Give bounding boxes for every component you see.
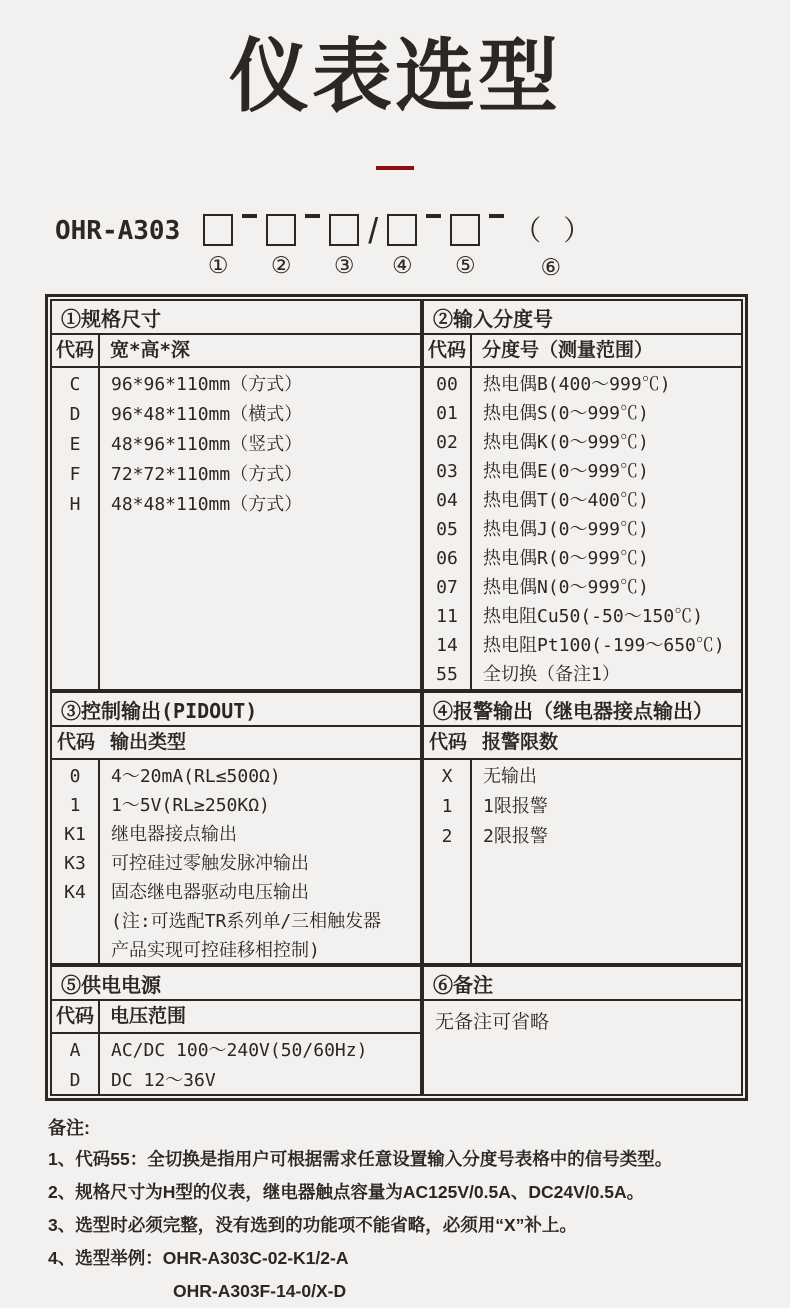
value-cell: 1限报警 <box>483 796 548 818</box>
code-cell: 0 <box>69 766 81 788</box>
value-cell: 热电偶S(0～999℃) <box>483 403 649 425</box>
model-position-label: ④ <box>391 252 413 279</box>
selection-table <box>45 294 748 1101</box>
code-cell: 07 <box>436 577 458 599</box>
section-header-control-output <box>52 727 420 760</box>
code-column <box>424 760 472 963</box>
value-column <box>100 1034 420 1094</box>
value-column <box>472 760 741 963</box>
column-header-code: 代码 <box>56 731 95 754</box>
section-remark <box>422 965 743 1096</box>
value-cell: 继电器接点输出 <box>111 824 237 846</box>
section-header-input-graduation <box>424 335 741 368</box>
section-control-output <box>50 691 422 965</box>
section-header-alarm-output <box>424 727 741 760</box>
value-cell: 产品实现可控硅移相控制) <box>111 940 320 962</box>
value-cell: 可控硅过零触发脉冲输出 <box>111 853 309 875</box>
model-prefix <box>55 214 194 280</box>
code-cell: 1 <box>441 796 453 818</box>
code-cell: 02 <box>436 432 458 454</box>
value-cell: 热电阻Pt100(-199～650℃) <box>483 635 725 657</box>
value-cell: 96*48*110mm（横式） <box>111 404 303 426</box>
code-column <box>52 1034 100 1094</box>
column-header-code: 代码 <box>428 731 467 754</box>
notes-list <box>48 1143 790 1308</box>
code-cell: F <box>69 464 81 486</box>
model-prefix-glyph: OHR-A303 <box>55 216 181 247</box>
note-line-2: 2、规格尺寸为H型的仪表，继电器触点容量为AC125V/0.5A、DC24V/0.5A。 <box>48 1182 645 1203</box>
section-title-power-supply: ⑤供电电源 <box>52 967 420 1001</box>
code-cell: 11 <box>436 606 458 628</box>
note-line-1: 1、代码55：全切换是指用户可根据需求任意设置输入分度号表格中的信号类型。 <box>48 1149 673 1170</box>
model-dash-2 <box>305 214 320 250</box>
code-cell: D <box>69 1070 81 1092</box>
model-slash-glyph: / <box>368 210 379 252</box>
section-title-alarm-output: ④报警输出（继电器接点输出） <box>424 693 741 727</box>
value-cell: 48*48*110mm（方式） <box>111 494 303 516</box>
section-header-spec-size <box>52 335 420 368</box>
value-column <box>472 368 741 689</box>
code-column <box>52 368 100 689</box>
value-column <box>100 368 420 689</box>
code-cell: 14 <box>436 635 458 657</box>
code-cell: K3 <box>64 853 86 875</box>
code-cell: 2 <box>441 826 453 848</box>
value-cell: 2限报警 <box>483 826 548 848</box>
value-cell: 热电阻Cu50(-50～150℃) <box>483 606 704 628</box>
section-note-remark: 无备注可省略 <box>435 1011 550 1034</box>
value-column <box>100 760 420 963</box>
model-position-label: ⑤ <box>454 252 476 279</box>
value-cell: 热电偶T(0～400℃) <box>483 490 649 512</box>
section-power-supply <box>50 965 422 1096</box>
section-title-input-graduation: ②输入分度号 <box>424 301 741 335</box>
code-cell: X <box>441 766 453 788</box>
column-header-label: 电压范围 <box>110 1005 187 1028</box>
section-body-control-output <box>52 760 420 963</box>
notes-label: 备注: <box>48 1118 90 1139</box>
model-dash-3 <box>426 214 441 250</box>
column-header-code: 代码 <box>52 1001 100 1032</box>
code-cell: D <box>69 404 81 426</box>
section-input-graduation <box>422 299 743 691</box>
value-cell: (注:可选配TR系列单/三相触发器 <box>111 911 382 933</box>
column-header-label: 宽*高*深 <box>110 339 190 362</box>
note-line-3: 3、选型时必须完整，没有选到的功能项不能省略，必须用“X”补上。 <box>48 1215 577 1236</box>
code-cell: 04 <box>436 490 458 512</box>
model-box-4-glyph <box>387 214 417 246</box>
code-cell: C <box>69 374 81 396</box>
model-box-5-glyph <box>450 214 480 246</box>
value-cell: 48*96*110mm（竖式） <box>111 434 303 456</box>
model-dash-1 <box>242 214 257 250</box>
model-dash-4 <box>489 214 504 250</box>
section-title-remark: ⑥备注 <box>424 967 741 1001</box>
column-header-code: 代码 <box>424 335 472 366</box>
section-body-alarm-output <box>424 760 741 963</box>
code-cell: 00 <box>436 374 458 396</box>
model-slash <box>368 210 379 280</box>
model-suffix-paren <box>513 214 588 280</box>
model-box-3 <box>329 214 359 278</box>
model-box-2 <box>266 214 296 278</box>
section-header-power-supply <box>52 1001 420 1034</box>
note-line-5: OHR-A303F-14-0/X-D <box>173 1281 347 1302</box>
column-header-label: 分度号（测量范围） <box>482 339 654 362</box>
section-alarm-output <box>422 691 743 965</box>
value-cell: 1～5V(RL≥250KΩ) <box>111 795 270 817</box>
value-cell: 无输出 <box>483 766 537 788</box>
model-box-2-glyph <box>266 214 296 246</box>
value-cell: 热电偶J(0～999℃) <box>483 519 649 541</box>
code-cell: E <box>69 434 81 456</box>
column-header-label: 输出类型 <box>110 731 187 754</box>
code-column <box>424 368 472 689</box>
model-position-label: ③ <box>333 252 355 279</box>
value-cell: 热电偶R(0～999℃) <box>483 548 649 570</box>
model-dash-2-glyph <box>305 214 320 218</box>
value-cell: DC 12～36V <box>111 1070 216 1092</box>
section-title-spec-size: ①规格尺寸 <box>52 301 420 335</box>
column-header-label: 报警限数 <box>482 731 559 754</box>
value-cell: 固态继电器驱动电压输出 <box>111 882 309 904</box>
code-cell: 03 <box>436 461 458 483</box>
code-cell: K1 <box>64 824 86 846</box>
title-divider-rule <box>376 166 414 170</box>
value-cell: 96*96*110mm（方式） <box>111 374 303 396</box>
model-box-5 <box>450 214 480 278</box>
model-position-label: ② <box>270 252 292 279</box>
section-title-control-output: ③控制输出(PIDOUT) <box>52 693 420 727</box>
code-cell: K4 <box>64 882 86 904</box>
value-cell: 全切换（备注1） <box>483 664 620 686</box>
value-cell: 热电偶B(400～999℃) <box>483 374 671 396</box>
code-cell: 06 <box>436 548 458 570</box>
model-position-label: ⑥ <box>540 254 562 281</box>
value-cell: 热电偶N(0～999℃) <box>483 577 649 599</box>
model-box-1 <box>203 214 233 278</box>
note-line-4: 4、选型举例：OHR-A303C-02-K1/2-A <box>48 1248 349 1269</box>
model-dash-1-glyph <box>242 214 257 218</box>
model-suffix-paren-glyph: （ ） <box>513 215 589 247</box>
code-cell: 55 <box>436 664 458 686</box>
section-spec-size <box>50 299 422 691</box>
code-cell: 1 <box>69 795 81 817</box>
section-body-input-graduation <box>424 368 741 689</box>
value-cell: 热电偶E(0～999℃) <box>483 461 649 483</box>
model-dash-4-glyph <box>489 214 504 218</box>
code-cell: 01 <box>436 403 458 425</box>
column-header-code: 代码 <box>52 335 100 366</box>
value-cell: AC/DC 100～240V(50/60Hz) <box>111 1040 368 1062</box>
model-box-1-glyph <box>203 214 233 246</box>
value-cell: 4～20mA(RL≤500Ω) <box>111 766 281 788</box>
model-position-label: ① <box>207 252 229 279</box>
code-cell: H <box>69 494 81 516</box>
model-code-row <box>55 210 790 281</box>
section-body-power-supply <box>52 1034 420 1094</box>
model-box-3-glyph <box>329 214 359 246</box>
page-title: 仪表选型 <box>229 32 561 121</box>
code-cell: 05 <box>436 519 458 541</box>
value-cell: 72*72*110mm（方式） <box>111 464 303 486</box>
section-body-spec-size <box>52 368 420 689</box>
code-column <box>52 760 100 963</box>
model-box-4 <box>387 214 417 278</box>
value-cell: 热电偶K(0～999℃) <box>483 432 649 454</box>
code-cell: A <box>69 1040 81 1062</box>
model-dash-3-glyph <box>426 214 441 218</box>
